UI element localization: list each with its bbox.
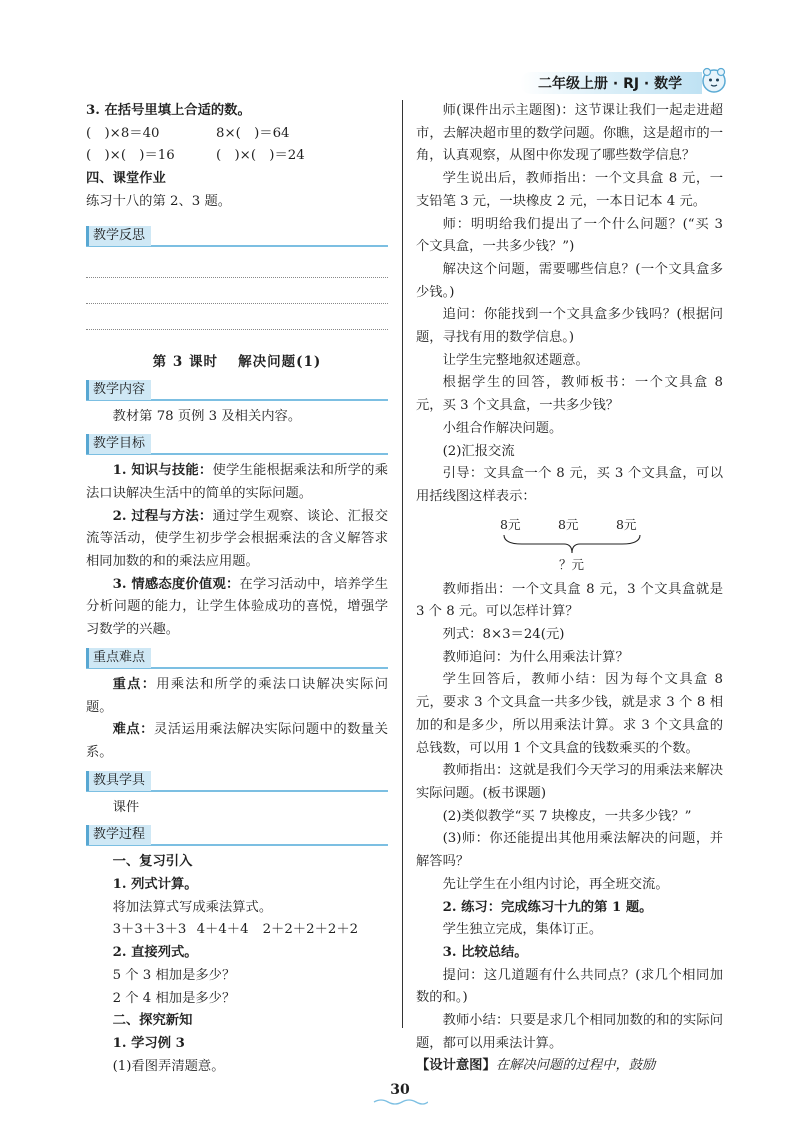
paragraph: 学生独立完成，集体订正。 [442,922,603,938]
total-label: ？元 [559,556,585,572]
tag-label: 教学目标 [86,434,151,454]
paragraph: 2. 练习：完成练习十九的第 1 题。 [442,899,653,915]
step-subheading: 2. 直接列式。 [112,945,198,961]
segment-label: 8元 [616,516,637,532]
mascot-icon [700,66,728,94]
goal-lead: 2. 过程与方法： [112,508,213,524]
brace-icon [502,533,642,555]
tag-label: 教学过程 [86,825,151,845]
tag-label: 教具学具 [86,771,151,791]
paragraph: 3. 比较总结。 [442,944,528,960]
left-column [86,100,388,1078]
difficulty-point [86,719,388,764]
lesson-title: 第 3 课时 解决问题(1) [152,353,322,370]
addition-expressions [86,919,388,942]
running-header [520,66,730,96]
paragraph: 学生回答后，教师小结：因为每个文具盒 8 元，要求 3 个文具盒一共多少钱，就是求 3 个 8 相加的和是多少，所以用乘法计算。求 3 个文具盒的总钱数，可以用 1 个文具盒的钱数乘买的个数。 [416,672,723,756]
key-point [86,674,388,719]
goal-3 [86,574,388,642]
tag-label: 重点难点 [86,648,151,668]
paragraph: (2)汇报交流 [442,443,515,459]
goal-text: 通过学生观察、谈论、汇报交流等活动，使学生初步学会根据乘法的含义解答求相同加数的和的乘法应用题。 [86,508,388,570]
section-tag-goals [86,434,388,454]
section-tag-key-points [86,648,388,668]
section-tag-content [86,380,388,400]
goal-2 [86,506,388,574]
goal-lead: 3. 情感态度价值观： [112,576,240,592]
right-column [416,100,723,1078]
expression: 4＋4＋4 [196,922,249,938]
paragraph: 根据学生的回答，教师板书：一个文具盒 8 元，买 3 个文具盒，一共多少钱？ [416,375,723,414]
step-heading: 一、复习引入 [112,854,193,870]
tools-text: 课件 [112,799,140,815]
goal-text: 在学习活动中，培养学生分析问题的能力，让学生体验成功的喜悦，增强学习数学的兴趣。 [86,576,389,638]
step-text: 将加法算式写成乘法算式。 [112,899,273,915]
step-subheading: 1. 学习例 3 [112,1035,185,1051]
paragraph: 教师小结：只要是求几个相同加数的和的实际问题，都可以用乘法计算。 [416,1013,723,1051]
paragraph: 教师追问：为什么用乘法计算？ [442,649,629,665]
reflection-line [86,278,388,304]
paragraph: 师(课件出示主题图)：这节课让我们一起走进超市，去解决超市里的数学问题。你瞧，这是超市的一角，认真观察，从图中你发现了哪些数学信息？ [416,103,723,164]
paragraph: (3)师：你还能提出其他用乘法解决的问题，并解答吗？ [416,831,723,870]
expression: 3＋3＋3＋3 [112,922,187,938]
blank-equation: ( )×( )＝16 [86,148,175,164]
page-number: 30 [390,1082,410,1098]
note-text: 在解决问题的过程中，鼓励 [495,1058,656,1074]
design-intent-note [416,1055,723,1078]
paragraph: 先让学生在小组内讨论，再全班交流。 [442,876,669,892]
blank-equation: 8×( )＝64 [216,125,290,141]
paragraph: 列式：8×3＝24(元) [442,627,565,643]
step-subheading: 1. 列式计算。 [112,877,198,893]
paragraph: 师：明明给我们提出了一个什么问题？(“买 3 个文具盒，一共多少钱？”) [416,216,723,255]
page-wave-icon [372,1098,428,1106]
paragraph: 提问：这几道题有什么共同点？(求几个相同加数的和。) [416,967,723,1006]
blank-equation: ( )×( )＝24 [216,148,305,164]
tag-label: 教学内容 [86,380,151,400]
step-text: (1)看图弄清题意。 [112,1058,225,1074]
reflection-line [86,304,388,330]
bracket-diagram [416,513,723,575]
section-tag-reflection [86,226,388,246]
key-text: 用乘法和所学的乘法口诀解决实际问题。 [86,676,389,715]
exercise-3-row [86,123,388,146]
paragraph: 让学生完整地叙述题意。 [442,352,589,368]
question: 2 个 4 相加是多少？ [112,990,236,1006]
paragraph: 小组合作解决问题。 [442,420,563,436]
paragraph: 学生说出后，教师指出：一个文具盒 8 元，一支铅笔 3 元，一块橡皮 2 元，一本日记本 4 元。 [416,171,723,209]
reflection-line [86,252,388,278]
key-lead: 重点： [112,676,157,692]
step-heading: 二、探究新知 [112,1013,193,1029]
paragraph: (2)类似教学“买 7 块橡皮，一共多少钱？” [442,808,692,824]
homework-text: 练习十八的第 2、3 题。 [86,193,232,209]
section-tag-tools [86,771,388,791]
exercise-3-title: 3. 在括号里填上合适的数。 [86,103,251,118]
expression: 2＋2＋2＋2＋2 [262,922,359,938]
tag-label: 教学反思 [86,226,151,246]
goal-lead: 1. 知识与技能： [112,463,213,479]
segment-label: 8元 [500,516,521,532]
difficulty-text: 灵活运用乘法解决实际问题中的数量关系。 [86,722,389,760]
exercise-3-row [86,145,388,168]
header-title: 二年级上册 · RJ · 数学 [538,76,683,92]
paragraph: 教师指出：这就是我们今天学习的用乘法来解决实际问题。(板书课题) [416,763,723,801]
paragraph: 引导：文具盒一个 8 元，买 3 个文具盒，可以用括线图这样表示： [416,466,723,504]
blank-equation: ( )×8＝40 [86,125,160,141]
paragraph: 解决这个问题，需要哪些信息？(一个文具盒多少钱。) [416,261,723,300]
section-tag-process [86,825,388,845]
paragraph: 追问：你能找到一个文具盒多少钱吗？(根据问题，寻找有用的数学信息。) [416,307,723,346]
goal-1 [86,460,388,505]
paragraph: 教师指出：一个文具盒 8 元，3 个文具盒就是 3 个 8 元。可以怎样计算？ [416,581,723,620]
note-lead: 【设计意图】 [416,1058,496,1074]
question: 5 个 3 相加是多少？ [112,967,236,983]
homework-heading: 四、课堂作业 [86,171,166,187]
content-text: 教材第 78 页例 3 及相关内容。 [112,408,302,424]
difficulty-lead: 难点： [112,722,154,738]
column-divider [402,100,403,1028]
segment-label: 8元 [558,516,579,532]
goal-text: 使学生能根据乘法和所学的乘法口诀解决生活中的简单的实际问题。 [86,463,388,501]
